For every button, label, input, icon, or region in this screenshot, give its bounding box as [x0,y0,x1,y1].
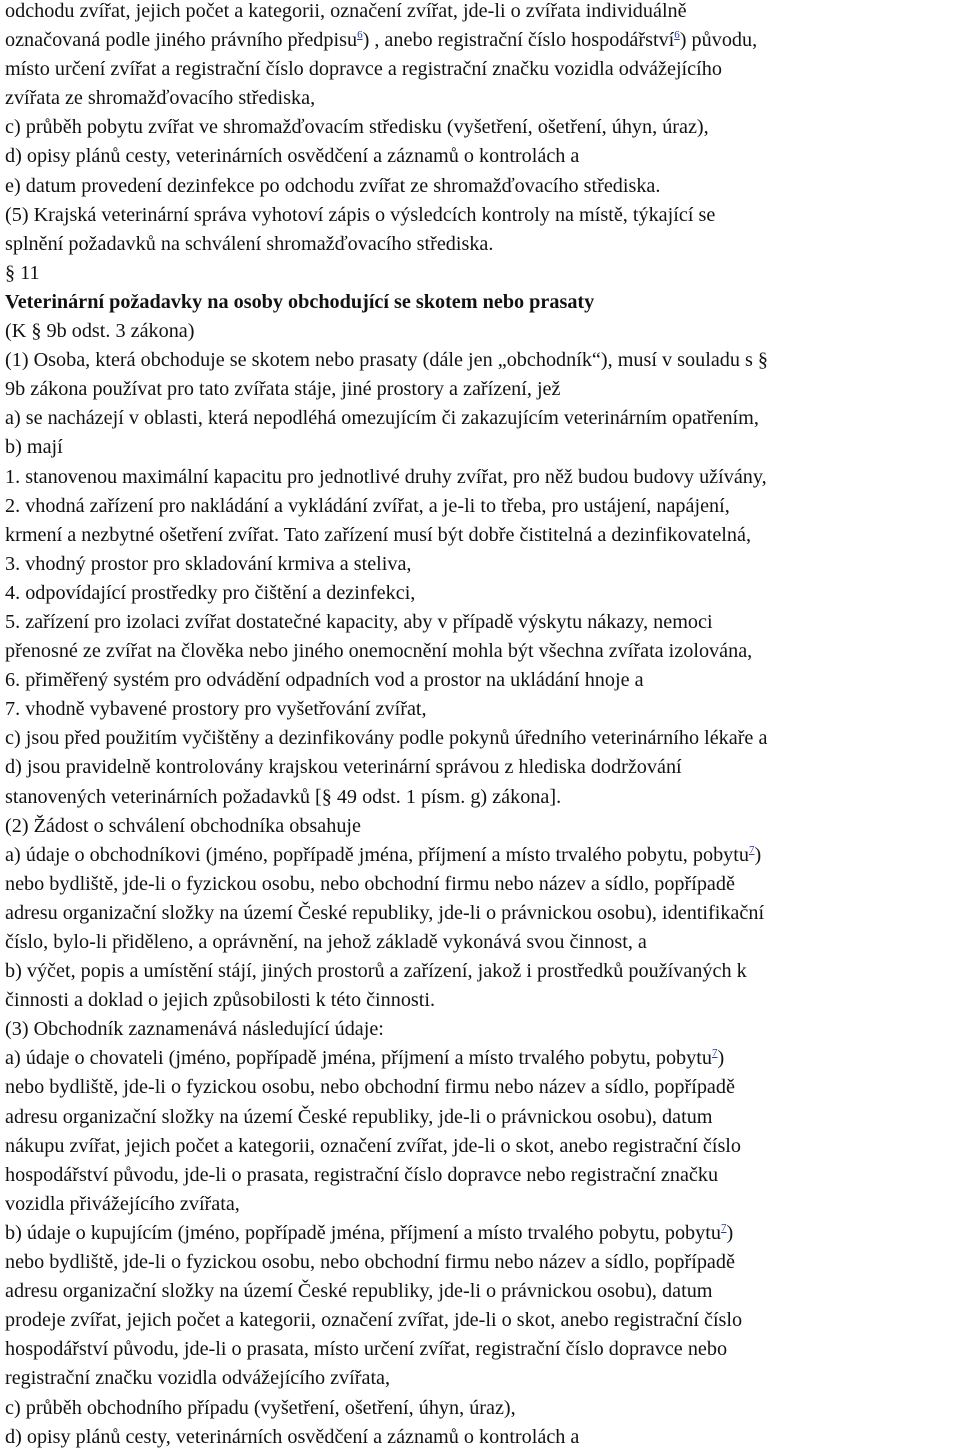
text-line [5,899,954,928]
text-segment: prodeje zvířat, jejich počet a kategorii, označení zvířat, jde-li o skot, anebo registrační číslo [5,1309,743,1332]
text-segment: c) průběh pobytu zvířat ve shromažďovacím středisku (vyšetření, ošetření, úhyn, úraz), [5,116,709,139]
text-segment: 7. vhodně vybavené prostory pro vyšetřování zvířat, [5,698,427,721]
text-line [5,957,954,986]
text-line [5,1248,954,1277]
text-segment: 9b zákona používat pro tato zvířata stáje, jiné prostory a zařízení, jež [5,378,561,401]
text-segment: krmení a nezbytné ošetření zvířat. Tato zařízení musí být dobře čistitelná a dezinfikovatelná, [5,523,751,546]
text-line [5,259,954,288]
text-segment: ) , anebo registrační číslo hospodářství [362,29,675,52]
text-segment: hospodářství původu, jde-li o prasata, místo určení zvířat, registrační číslo dopravce nebo [5,1338,728,1361]
text-segment: odchodu zvířat, jejich počet a kategorii, označení zvířat, jde-li o zvířata individuálně [5,0,687,22]
text-line [5,113,954,142]
text-segment: b) údaje o kupujícím (jméno, popřípadě jména, příjmení a místo trvalého pobytu, pobytu [5,1221,721,1244]
text-line [5,753,954,782]
text-segment: nebo bydliště, jde-li o fyzickou osobu, nebo obchodní firmu nebo název a sídlo, popřípadě [5,1076,735,1099]
text-segment: ) [726,1221,734,1244]
text-line [5,1103,954,1132]
text-segment: adresu organizační složky na území České republiky, jde-li o právnickou osobu), datum [5,1105,713,1128]
section-heading [5,288,954,317]
text-line [5,1364,954,1393]
text-line [5,26,954,55]
text-segment: 4. odpovídající prostředky pro čištění a dezinfekci, [5,581,416,604]
footnote-link[interactable]: 7 [748,843,755,856]
text-line [5,1132,954,1161]
text-line [5,0,954,26]
text-segment: nákupu zvířat, jejich počet a kategorii, označení zvířat, jde-li o skot, anebo registrační číslo [5,1134,742,1157]
text-segment: označovaná podle jiného právního předpisu [5,29,358,52]
text-segment: 2. vhodná zařízení pro nakládání a vykládání zvířat, a je-li to třeba, pro ustájení, napájení, [5,494,730,517]
text-segment: nebo bydliště, jde-li o fyzickou osobu, nebo obchodní firmu nebo název a sídlo, popřípadě [5,1251,735,1274]
text-segment: § 11 [5,261,40,284]
text-line [5,84,954,113]
text-segment: (2) Žádost o schválení obchodníka obsahuje [5,814,361,837]
text-segment: Veterinární požadavky na osoby obchodující se skotem nebo prasaty [5,290,595,313]
text-line [5,55,954,84]
text-line [5,172,954,201]
text-segment: e) datum provedení dezinfekce po odchodu zvířat ze shromažďovacího střediska. [5,174,661,197]
text-segment: 5. zařízení pro izolaci zvířat dostatečné kapacity, aby v případě výskytu nákazy, nemoci [5,610,713,633]
text-line [5,986,954,1015]
text-segment: adresu organizační složky na území České republiky, jde-li o právnickou osobu), datum [5,1280,713,1303]
text-line [5,1015,954,1044]
text-line [5,870,954,899]
text-segment: b) mají [5,436,63,459]
text-line [5,550,954,579]
text-line [5,1190,954,1219]
text-segment: činnosti a doklad o jejich způsobilosti k této činnosti. [5,989,436,1012]
text-line [5,230,954,259]
text-segment: d) jsou pravidelně kontrolovány krajskou veterinární správou z hlediska dodržování [5,756,682,779]
text-line [5,1335,954,1364]
text-segment: splnění požadavků na schválení shromažďovacího střediska. [5,232,494,255]
text-segment: c) jsou před použitím vyčištěny a dezinfikovány podle pokynů úředního veterinárního lékaře a [5,727,768,750]
text-segment: hospodářství původu, jde-li o prasata, registrační číslo dopravce nebo registrační značku [5,1163,719,1186]
text-segment: a) údaje o chovateli (jméno, popřípadě jména, příjmení a místo trvalého pobytu, pobytu [5,1047,712,1070]
text-line [5,783,954,812]
text-segment: c) průběh obchodního případu (vyšetření, ošetření, úhyn, úraz), [5,1396,516,1419]
text-line [5,1423,954,1452]
text-segment: nebo bydliště, jde-li o fyzickou osobu, nebo obchodní firmu nebo název a sídlo, popřípadě [5,872,735,895]
text-segment: vozidla přivážejícího zvířata, [5,1192,240,1215]
text-line [5,1219,954,1248]
footnote-link[interactable]: 7 [711,1047,718,1060]
text-line [5,928,954,957]
text-line [5,1277,954,1306]
text-line [5,433,954,462]
text-segment: (3) Obchodník zaznamenává následující údaje: [5,1018,384,1041]
text-segment: zvířata ze shromažďovacího střediska, [5,87,316,110]
text-line [5,201,954,230]
text-segment: b) výčet, popis a umístění stájí, jiných prostorů a zařízení, jakož i prostředků používaných k [5,960,747,983]
text-line [5,608,954,637]
text-line [5,346,954,375]
text-line [5,724,954,753]
text-segment: ) [717,1047,725,1070]
text-line [5,463,954,492]
text-line [5,841,954,870]
text-segment: stanovených veterinárních požadavků [§ 49 odst. 1 písm. g) zákona]. [5,785,562,808]
text-segment: 6. přiměřený systém pro odvádění odpadních vod a prostor na ukládání hnoje a [5,669,644,692]
text-segment: 1. stanovenou maximální kapacitu pro jednotlivé druhy zvířat, pro něž budou budovy užívány, [5,465,767,488]
text-line [5,1394,954,1423]
text-line [5,492,954,521]
text-line [5,1073,954,1102]
text-line [5,637,954,666]
footnote-link[interactable]: 6 [357,29,363,42]
text-line [5,1044,954,1073]
text-line [5,317,954,346]
text-segment: d) opisy plánů cesty, veterinárních osvědčení a záznamů o kontrolách a [5,1425,580,1448]
text-segment: číslo, bylo-li přiděleno, a oprávnění, na jehož základě vykonává svou činnost, a [5,931,647,953]
text-line [5,1161,954,1190]
text-segment: místo určení zvířat a registrační číslo dopravce a registrační značku vozidla odvážejícího [5,58,722,81]
text-line [5,812,954,841]
text-segment: d) opisy plánů cesty, veterinárních osvědčení a záznamů o kontrolách a [5,145,580,168]
text-segment: registrační značku vozidla odvážejícího zvířata, [5,1367,391,1390]
text-segment: a) se nacházejí v oblasti, která nepodléhá omezujícím či zakazujícím veterinárním opatřením, [5,407,759,430]
text-line [5,521,954,550]
text-segment: (5) Krajská veterinární správa vyhotoví zápis o výsledcích kontroly na místě, týkající se [5,203,716,226]
text-segment: (K § 9b odst. 3 zákona) [5,320,195,343]
footnote-link[interactable]: 6 [674,29,680,42]
text-segment: přenosné ze zvířat na člověka nebo jiného onemocnění mohla být všechna zvířata izolována, [5,640,753,663]
text-segment: a) údaje o obchodníkovi (jméno, popřípadě jména, příjmení a místo trvalého pobytu, pobytu [5,843,749,866]
text-segment: 3. vhodný prostor pro skladování krmiva a steliva, [5,552,412,575]
footnote-link[interactable]: 7 [720,1221,727,1234]
text-line [5,1306,954,1335]
text-line [5,579,954,608]
text-line [5,695,954,724]
text-line [5,142,954,171]
text-line [5,375,954,404]
text-segment: adresu organizační složky na území České republiky, jde-li o právnickou osobu), identifikační [5,901,765,924]
text-segment: ) [754,843,762,866]
text-segment: ) původu, [679,29,758,52]
text-segment: (1) Osoba, která obchoduje se skotem nebo prasaty (dále jen „obchodník“), musí v souladu s § [5,349,769,372]
text-line [5,404,954,433]
text-line [5,666,954,695]
